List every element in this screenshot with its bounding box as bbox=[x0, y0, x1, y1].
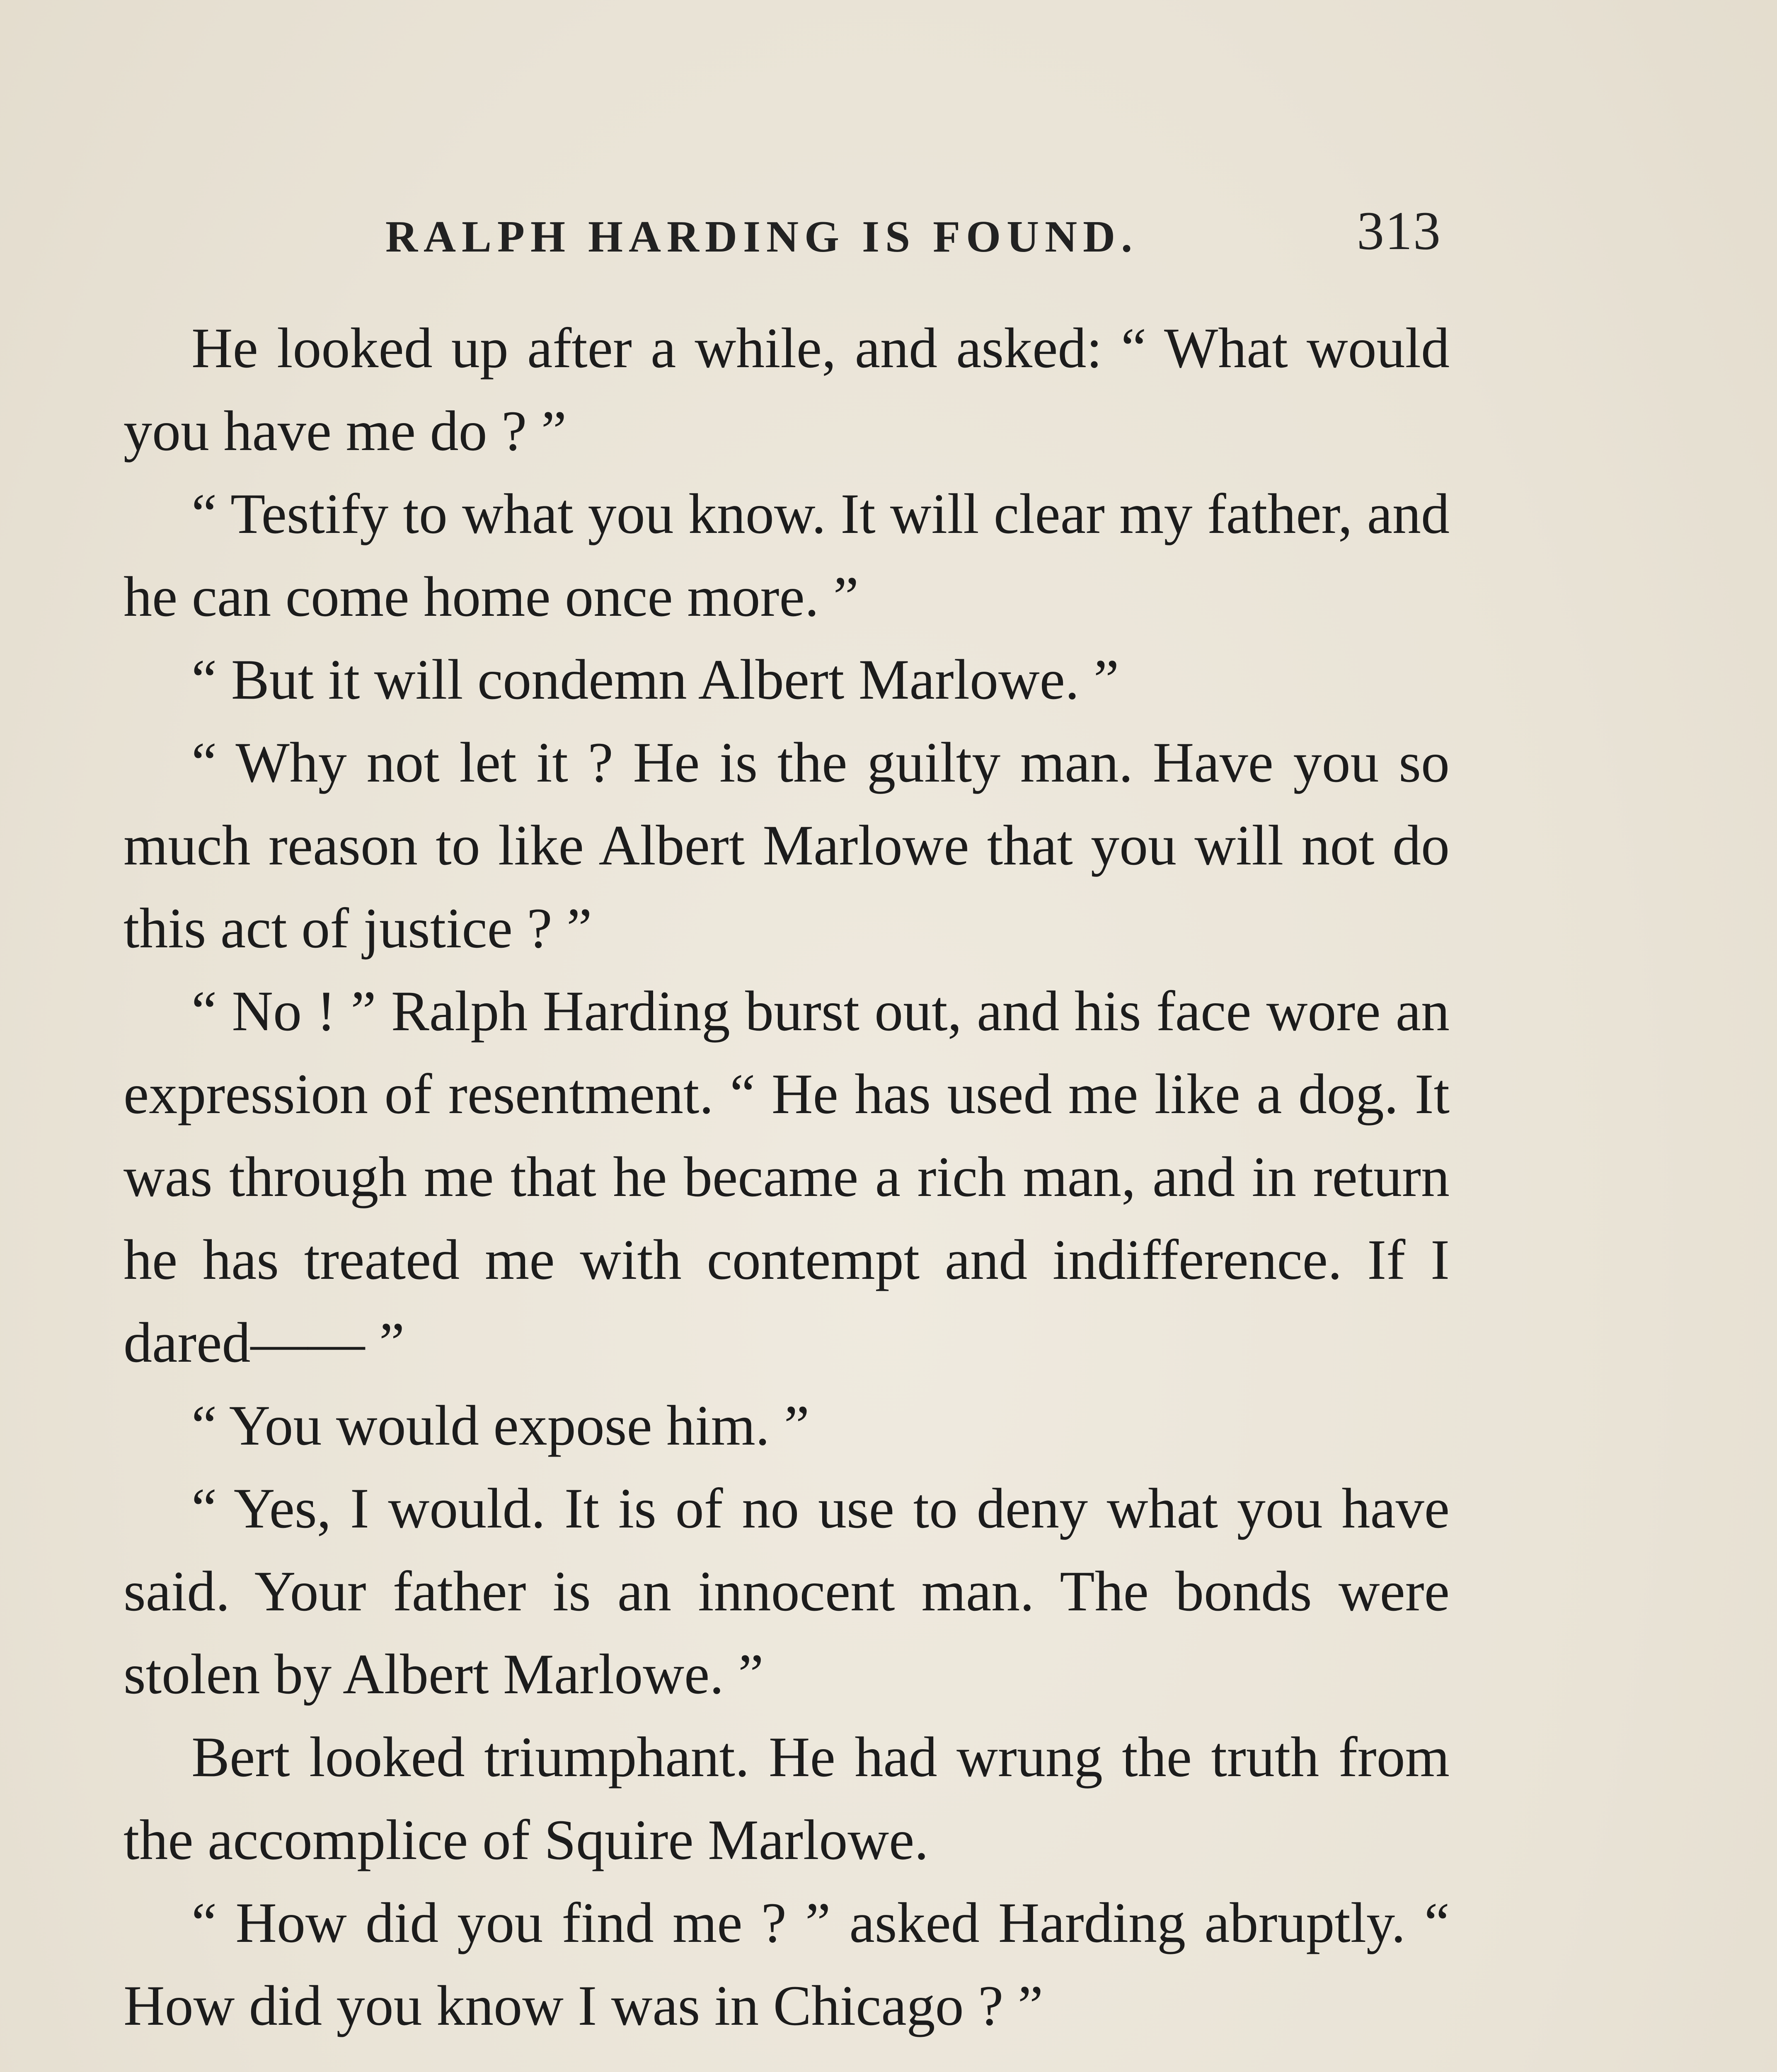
paragraph: “ But it will condemn Albert Marlowe. ” bbox=[191, 648, 1119, 711]
paragraph: “ Why not let it ? He is the guilty man. Have you so much reason to like Albert Marlowe that you will not do this act of justice ? ” bbox=[123, 731, 1450, 960]
body-text bbox=[123, 307, 1450, 2047]
paragraph: Bert looked triumphant. He had wrung the truth from the accomplice of Squire Marlowe. bbox=[123, 1725, 1450, 1871]
paragraph: “ No ! ” Ralph Harding burst out, and his face wore an expression of resentment. “ He has used me like a dog. It was through me that he became a rich man, and in return he has treated me with contempt and indifference. If I dared—— ” bbox=[123, 979, 1450, 1374]
paragraph: He looked up after a while, and asked: “ What would you have me do ? ” bbox=[123, 316, 1450, 462]
running-head bbox=[0, 195, 1777, 269]
paragraph: “ Yes, I would. It is of no use to deny what you have said. Your father is an innocent man. The bonds were stolen by Albert Marlowe. ” bbox=[123, 1477, 1450, 1706]
paragraph: “ You would expose him. ” bbox=[191, 1394, 810, 1457]
paragraph: “ How did you find me ? ” asked Harding abruptly. “ How did you know I was in Chicago ? ” bbox=[123, 1891, 1450, 2037]
running-title: RALPH HARDING IS FOUND. bbox=[385, 212, 1138, 261]
paragraph: “ Testify to what you know. It will clear my father, and he can come home once more. ” bbox=[123, 482, 1450, 628]
page-number: 313 bbox=[1357, 200, 1441, 261]
